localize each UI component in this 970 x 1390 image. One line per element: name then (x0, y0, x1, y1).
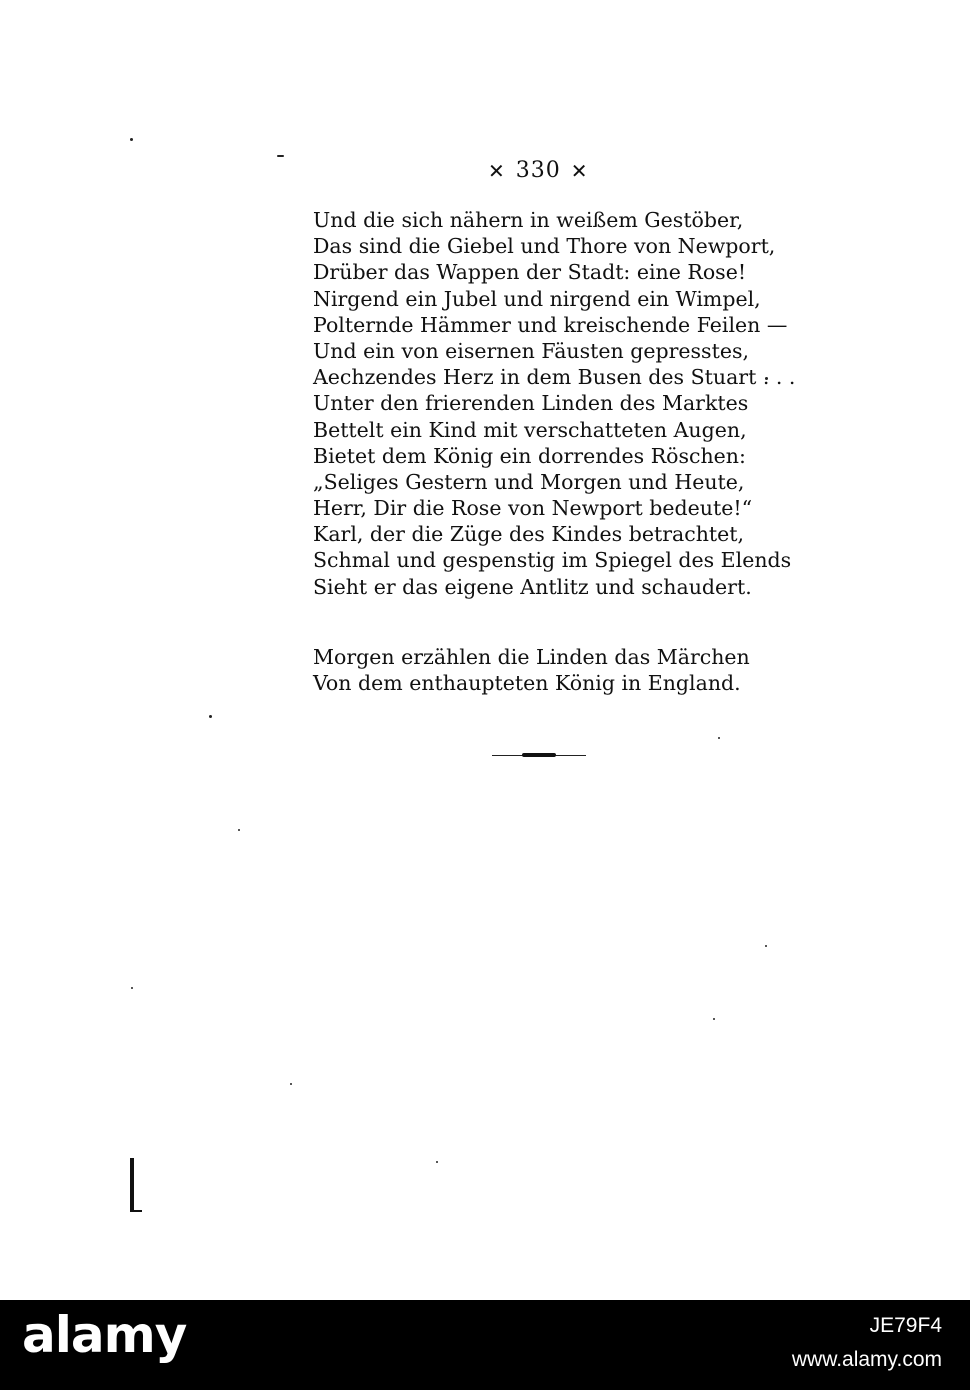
verse-line: Von dem enthaupteten König in England. (313, 671, 741, 696)
verse-line: Und die sich nähern in weißem Gestöber, (313, 208, 744, 232)
ornament-left-icon: ✕ (488, 159, 506, 183)
verse-line: Nirgend ein Jubel und nirgend ein Wimpel, (313, 286, 761, 311)
scan-speck (436, 1161, 438, 1163)
scan-speck (765, 945, 767, 947)
verse-line: Sieht er das eigene Antlitz und schaudert. (313, 574, 752, 599)
scan-speck (290, 1083, 292, 1085)
verse-line: Und ein von eisernen Fäusten gepresstes, (313, 338, 749, 363)
divider-ornament (522, 753, 556, 757)
verse-line: Drüber das Wappen der Stadt: eine Rose! (313, 260, 747, 285)
watermark-logo: alamy (22, 1306, 187, 1364)
page-number-value: 330 (515, 158, 561, 183)
verse-line: „Seliges Gestern und Morgen und Heute, (313, 469, 745, 494)
verse-line: Polternde Hämmer und kreischende Feilen — (313, 312, 788, 337)
scan-speck (238, 829, 240, 831)
ornament-right-icon: ✕ (570, 159, 589, 183)
watermark-banner (0, 1300, 970, 1390)
verse-line: Bietet dem König ein dorrendes Röschen: (313, 443, 746, 468)
verse-line: Bettelt ein Kind mit verschatteten Augen, (313, 417, 747, 442)
page-number (478, 158, 599, 183)
verse-line: Herr, Dir die Rose von Newport bedeute!“ (313, 496, 753, 521)
watermark-image-code: JE79F4 (869, 1314, 942, 1337)
poem-stanza-2 (313, 644, 750, 696)
scan-speck (713, 1018, 715, 1020)
margin-scan-mark-foot (130, 1210, 142, 1212)
scan-speck (130, 138, 133, 141)
margin-scan-mark (130, 1158, 134, 1212)
scan-speck (718, 737, 720, 739)
scan-speck (209, 715, 212, 718)
verse-line: Aechzendes Herz in dem Busen des Stuart . . . (313, 365, 796, 390)
watermark-url: www.alamy.com (791, 1348, 942, 1371)
scan-speck (131, 987, 133, 989)
verse-line: Das sind die Giebel und Thore von Newport, (313, 234, 776, 259)
verse-line: Unter den frierenden Linden des Marktes (313, 391, 749, 416)
scan-speck (277, 155, 284, 157)
verse-line: Schmal und gespenstig im Spiegel des Elends (313, 548, 792, 573)
poem-stanza-1 (313, 207, 795, 600)
verse-line: Morgen erzählen die Linden das Märchen (313, 645, 750, 669)
verse-line: Karl, der die Züge des Kindes betrachtet, (313, 522, 745, 547)
